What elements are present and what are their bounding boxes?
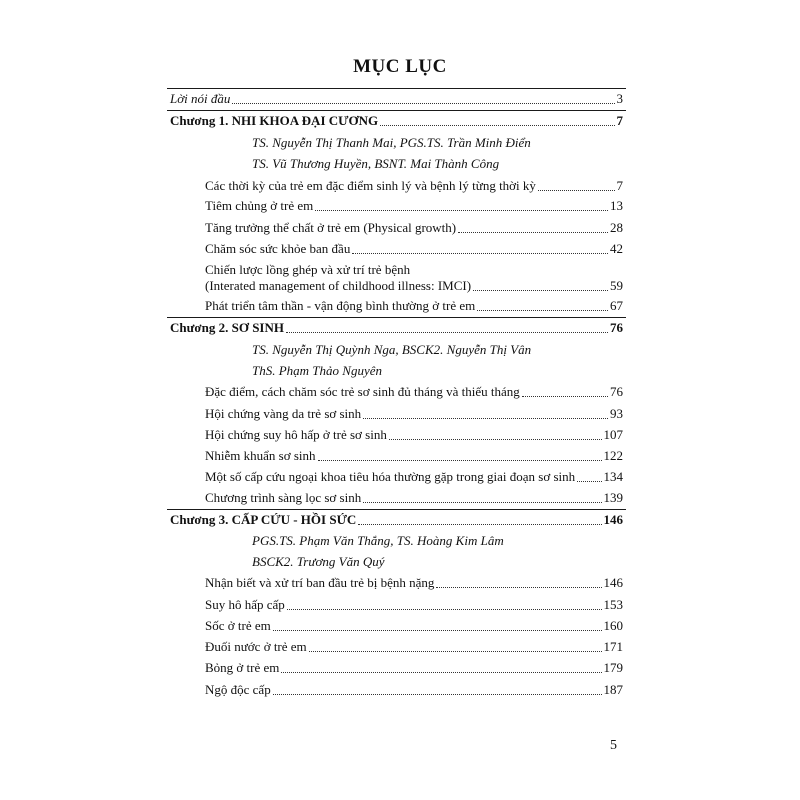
chapter-authors: TS. Nguyễn Thị Quỳnh Nga, BSCK2. Nguyễn Thị Vân [252, 342, 532, 357]
section-title: Một số cấp cứu ngoại khoa tiêu hóa thường gặp trong giai đoạn sơ sinh [205, 469, 576, 484]
dot-leader [318, 459, 602, 461]
chapter-authors: TS. Nguyễn Thị Thanh Mai, PGS.TS. Trần Minh Điển [252, 135, 531, 150]
toc-chapter-3[interactable] [170, 512, 623, 528]
section-title: Ngộ độc cấp [205, 682, 271, 697]
dot-leader [473, 289, 608, 291]
chapter-page: 7 [616, 113, 623, 128]
section-page: 67 [610, 298, 623, 313]
section-title: Hội chứng suy hô hấp ở trẻ sơ sinh [205, 427, 387, 442]
section-title-line: (Interated management of childhood illness: IMCI) [205, 278, 472, 293]
dot-leader [352, 252, 608, 254]
divider [167, 88, 626, 89]
toc-section[interactable] [205, 469, 623, 485]
dot-leader [358, 523, 601, 525]
section-page: 160 [603, 618, 623, 633]
toc-section[interactable] [205, 427, 623, 443]
section-title: Hội chứng vàng da trẻ sơ sinh [205, 406, 362, 421]
section-title: Nhiễm khuẩn sơ sinh [205, 448, 316, 463]
chapter-authors: BSCK2. Trương Văn Quý [252, 554, 385, 569]
dot-leader [436, 586, 601, 588]
toc-section[interactable] [205, 639, 623, 655]
dot-leader [281, 671, 601, 673]
section-title: Chăm sóc sức khỏe ban đầu [205, 241, 351, 256]
chapter-title: Chương 3. CẤP CỨU - HỒI SỨC [170, 512, 357, 527]
divider [167, 509, 626, 510]
toc-section[interactable] [205, 448, 623, 464]
entry-page: 3 [616, 91, 623, 106]
dot-leader [522, 395, 608, 397]
section-page: 28 [610, 220, 623, 235]
toc-section[interactable] [205, 406, 623, 422]
section-title: Tăng trưởng thể chất ở trẻ em (Physical growth) [205, 220, 457, 235]
chapter-authors: ThS. Phạm Thảo Nguyên [252, 363, 382, 378]
dot-leader [458, 231, 608, 233]
section-page: 153 [603, 597, 623, 612]
section-page: 107 [603, 427, 623, 442]
page-title: MỤC LỤC [353, 56, 447, 77]
section-title: Bỏng ở trẻ em [205, 660, 280, 675]
section-page: 146 [603, 575, 623, 590]
section-page: 139 [603, 490, 623, 505]
section-page: 187 [603, 682, 623, 697]
toc-section[interactable] [205, 384, 623, 400]
section-page: 13 [610, 198, 623, 213]
dot-leader [286, 331, 608, 333]
section-title: Tiêm chủng ở trẻ em [205, 198, 314, 213]
section-page: 7 [616, 178, 623, 193]
toc-section[interactable] [205, 682, 623, 698]
dot-leader [477, 309, 608, 311]
chapter-title: Chương 1. NHI KHOA ĐẠI CƯƠNG [170, 113, 379, 128]
section-page: 122 [603, 448, 623, 463]
section-page: 134 [603, 469, 623, 484]
toc-section[interactable] [205, 597, 623, 613]
dot-leader [380, 124, 614, 126]
section-title: Chương trình sàng lọc sơ sinh [205, 490, 362, 505]
chapter-page: 146 [603, 512, 623, 527]
toc-section[interactable] [205, 198, 623, 214]
dot-leader [232, 102, 614, 104]
dot-leader [273, 629, 602, 631]
section-title: Đặc điểm, cách chăm sóc trẻ sơ sinh đủ tháng và thiếu tháng [205, 384, 520, 399]
toc-section[interactable] [205, 660, 623, 676]
section-page: 171 [603, 639, 623, 654]
toc-chapter-1[interactable] [170, 113, 623, 129]
section-title-line: Chiến lược lồng ghép và xử trí trẻ bệnh [205, 262, 411, 277]
dot-leader [363, 501, 601, 503]
toc-section[interactable] [205, 490, 623, 506]
chapter-title: Chương 2. SƠ SINH [170, 320, 284, 335]
section-page: 59 [610, 278, 623, 293]
toc-section[interactable] [205, 575, 623, 591]
toc-section[interactable] [205, 618, 623, 634]
chapter-authors: TS. Vũ Thương Huyền, BSNT. Mai Thành Công [252, 156, 500, 171]
section-title: Phát triển tâm thần - vận động bình thường ở trẻ em [205, 298, 476, 313]
section-page: 76 [610, 384, 623, 399]
dot-leader [287, 608, 602, 610]
section-title: Nhận biết và xử trí ban đầu trẻ bị bệnh nặng [205, 575, 435, 590]
dot-leader [309, 650, 602, 652]
section-page: 179 [603, 660, 623, 675]
section-page: 93 [610, 406, 623, 421]
section-title: Các thời kỳ của trẻ em đặc điểm sinh lý và bệnh lý từng thời kỳ [205, 178, 536, 193]
dot-leader [389, 438, 602, 440]
toc-section[interactable] [205, 298, 623, 314]
section-page: 42 [610, 241, 623, 256]
page-number: 5 [610, 738, 617, 753]
toc-section[interactable] [205, 178, 623, 194]
toc-section[interactable] [205, 220, 623, 236]
toc-chapter-2[interactable] [170, 320, 623, 336]
dot-leader [315, 209, 608, 211]
section-title: Đuối nước ở trẻ em [205, 639, 307, 654]
chapter-page: 76 [610, 320, 623, 335]
toc-section[interactable] [205, 241, 623, 257]
divider [167, 110, 626, 111]
toc-section[interactable] [205, 262, 623, 294]
dot-leader [363, 417, 608, 419]
dot-leader [273, 693, 602, 695]
dot-leader [538, 189, 615, 191]
section-title: Suy hô hấp cấp [205, 597, 285, 612]
entry-title: Lời nói đầu [170, 91, 231, 106]
dot-leader [577, 480, 601, 482]
section-title: Sốc ở trẻ em [205, 618, 271, 633]
toc-entry-intro[interactable] [170, 91, 623, 107]
chapter-authors: PGS.TS. Phạm Văn Thắng, TS. Hoàng Kim Lâm [252, 533, 504, 548]
divider [167, 317, 626, 318]
